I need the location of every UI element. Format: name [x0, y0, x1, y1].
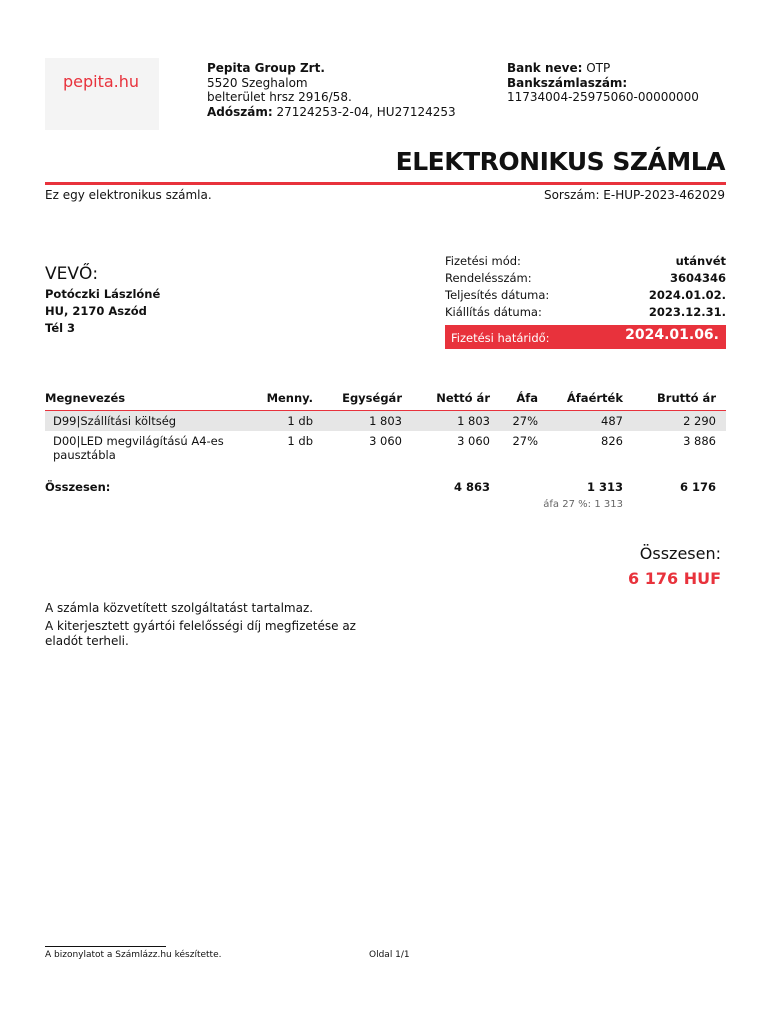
col-header-vat-value: Áfaérték [538, 390, 623, 411]
total-label: Összesen: [45, 480, 111, 494]
cell-vat-value: 826 [601, 434, 623, 448]
cell-qty: 1 db [245, 411, 313, 432]
total-net: 4 863 [453, 480, 490, 494]
total-gross: 6 176 [679, 480, 716, 494]
cell-vat: 27% [512, 434, 538, 448]
title-divider [45, 182, 726, 185]
company-logo [45, 58, 159, 130]
table-header-row [45, 390, 726, 411]
cell-unit-price: 1 803 [313, 411, 402, 432]
bank-account-value: 11734004-25975060-00000000 [507, 90, 699, 104]
info-label: Teljesítés dátuma: [445, 288, 550, 302]
seller-tax-line [207, 105, 456, 120]
items-table [45, 390, 726, 465]
info-value: 2023.12.31. [648, 305, 726, 319]
cell-vat: 27% [490, 411, 538, 432]
logo-text: pepita.hu [63, 72, 140, 91]
buyer-info [45, 286, 160, 337]
grand-total-label: Összesen: [639, 544, 721, 563]
seller-address-line1: 5520 Szeghalom [207, 75, 308, 90]
footer-made-by: A bizonylatot a Számlázz.hu készítette. [45, 950, 222, 960]
cell-unit-price: 3 060 [369, 434, 402, 448]
seller-tax-value: 27124253-2-04, HU27124253 [276, 104, 456, 119]
note-line: A számla közvetített szolgáltatást tartalmaz. [45, 601, 314, 615]
info-value: utánvét [675, 254, 726, 268]
buyer-title: VEVŐ: [45, 264, 99, 284]
buyer-street-line: Tél 3 [45, 321, 76, 335]
col-header-vat: Áfa [490, 390, 538, 411]
bank-info [507, 61, 699, 105]
cell-net: 1 803 [402, 411, 490, 432]
invoice-notes [45, 601, 385, 652]
cell-qty: 1 db [287, 434, 313, 448]
seller-info [207, 61, 456, 119]
info-label: Fizetési mód: [445, 254, 521, 268]
cell-gross: 2 290 [623, 411, 726, 432]
col-header-net: Nettó ár [402, 390, 490, 411]
total-vat: 1 313 [586, 480, 623, 494]
seller-address-line2: belterület hrsz 2916/58. [207, 90, 352, 104]
footer-page-number: Oldal 1/1 [369, 950, 410, 960]
col-header-gross: Bruttó ár [623, 390, 726, 411]
payment-due-banner [445, 325, 726, 349]
cell-vat-value: 487 [538, 411, 623, 432]
col-header-name: Megnevezés [45, 390, 245, 411]
table-row [45, 411, 726, 432]
buyer-city-line: HU, 2170 Aszód [45, 304, 147, 318]
seller-name: Pepita Group Zrt. [207, 61, 325, 75]
vat-breakdown-label: áfa 27 %: [543, 499, 591, 510]
vat-breakdown-value: 1 313 [594, 499, 623, 510]
cell-name: D00|LED megvilágítású A4-es pausztábla [53, 434, 224, 462]
col-header-unit-price: Egységár [313, 390, 402, 411]
col-header-qty: Menny. [245, 390, 313, 411]
info-value: 2024.01.02. [648, 288, 726, 302]
bank-account-label: Bankszámlaszám: [507, 75, 628, 90]
electronic-note: Ez egy elektronikus számla. [45, 188, 212, 202]
info-row-payment-method [445, 254, 726, 271]
footer-divider [45, 946, 166, 947]
seller-tax-label: Adószám: [207, 104, 273, 119]
info-label: Kiállítás dátuma: [445, 305, 542, 319]
invoice-serial: Sorszám: E-HUP-2023-462029 [543, 188, 725, 202]
due-label: Fizetési határidő: [451, 331, 550, 345]
info-row-issue-date [445, 305, 726, 322]
info-value: 3604346 [669, 271, 726, 285]
cell-net: 3 060 [457, 434, 490, 448]
grand-total-value: 6 176 HUF [628, 569, 721, 588]
document-title: ELEKTRONIKUS SZÁMLA [395, 147, 725, 176]
info-row-fulfillment-date [445, 288, 726, 305]
buyer-name: Potóczki Lászlóné [45, 287, 161, 301]
invoice-info [445, 254, 726, 345]
cell-name: D99|Szállítási költség [45, 411, 245, 432]
note-line: A kiterjesztett gyártói felelősségi díj megfizetése az eladót terheli. [45, 619, 356, 648]
table-row [45, 431, 726, 465]
bank-name-value: OTP [586, 61, 611, 75]
cell-gross: 3 886 [683, 434, 716, 448]
bank-name-label: Bank neve: [507, 61, 583, 75]
bank-name-line [507, 61, 699, 76]
info-row-order-number [445, 271, 726, 288]
info-label: Rendelésszám: [445, 271, 532, 285]
due-value: 2024.01.06. [625, 327, 719, 343]
